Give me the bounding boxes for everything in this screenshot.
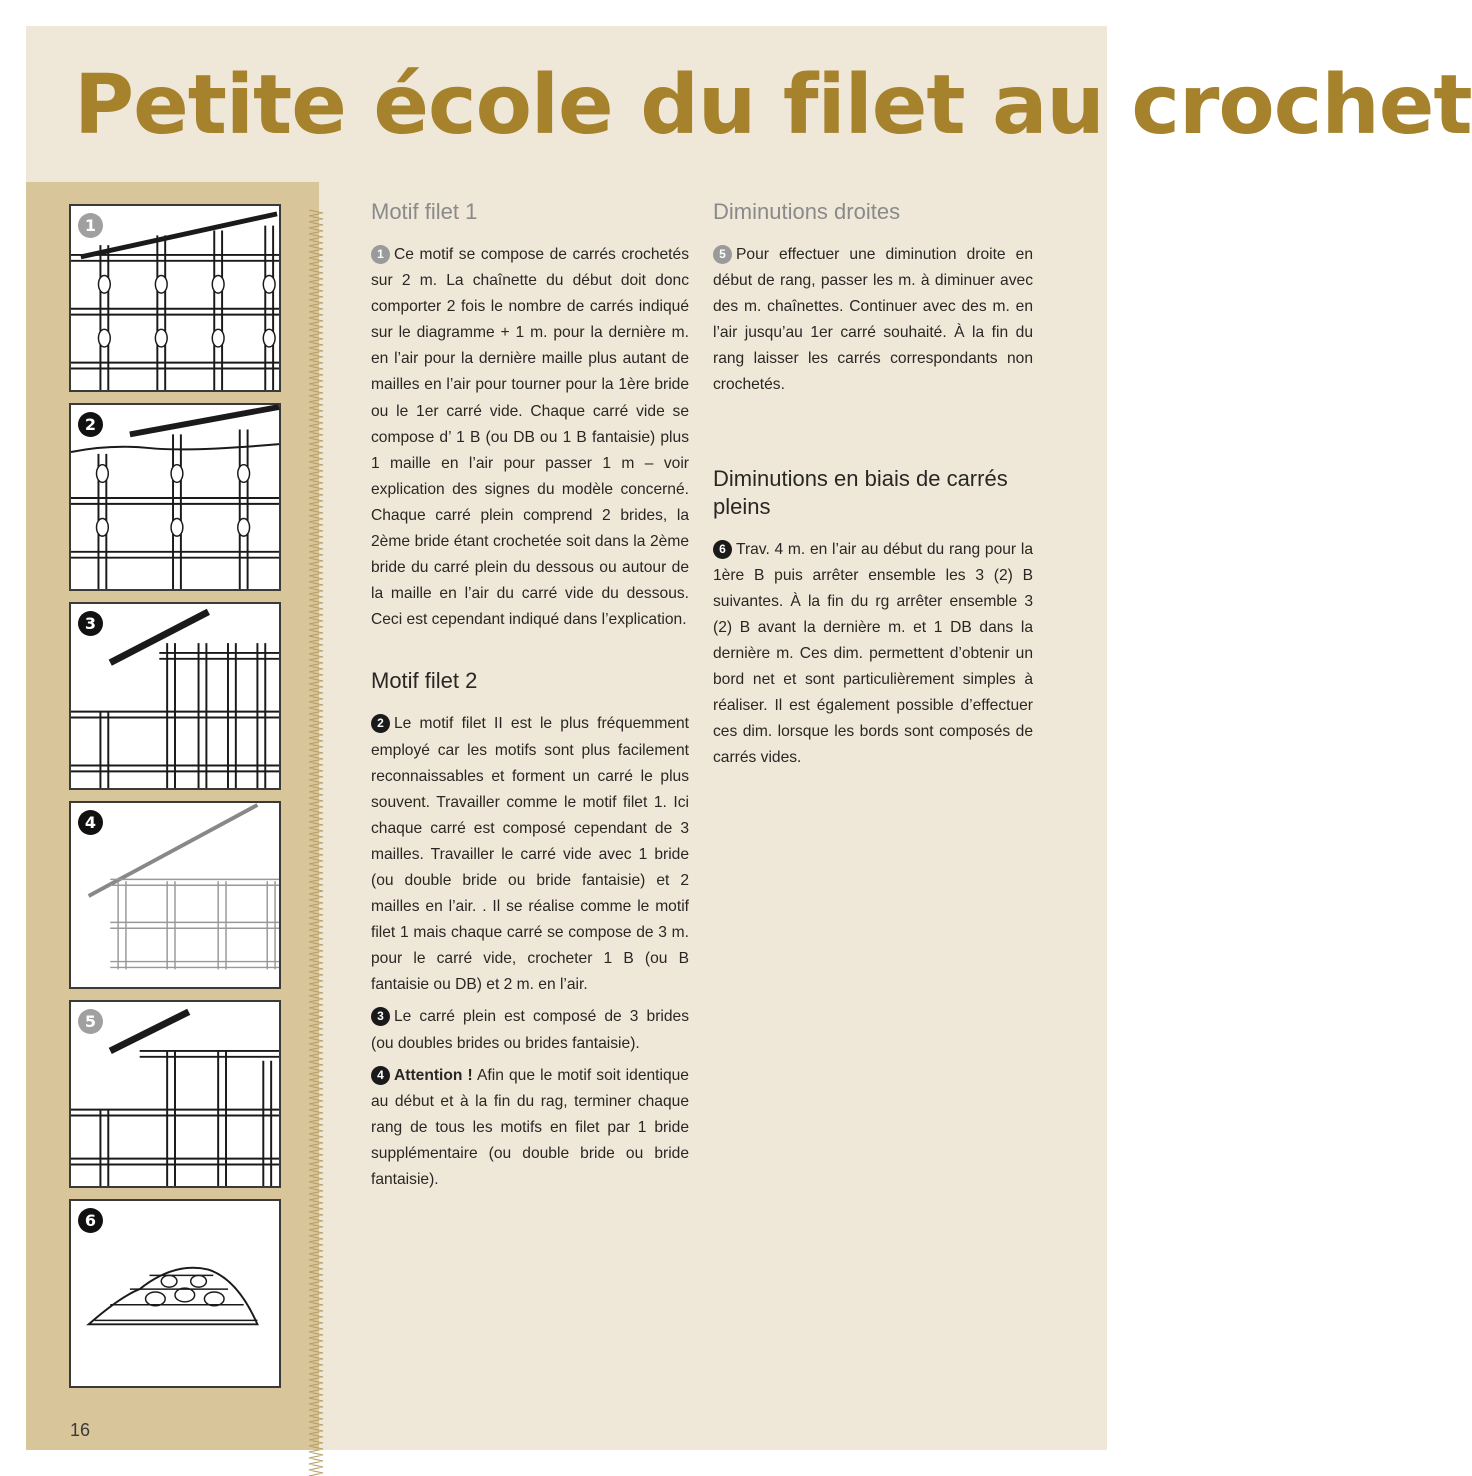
page-title: Petite école du filet au crochet xyxy=(74,58,1472,153)
figure-1 xyxy=(69,204,281,392)
paragraph-text: Le carré plein est composé de 3 brides (ou doubles brides ou brides fantaisie). xyxy=(371,1008,689,1052)
paragraph-text: Ce motif se compose de carrés crochetés sur 2 m. La chaînette du début doit donc comporter 2 fois le nombre de carrés indiqué sur le diagramme + 1 m. pour la dernière m. en l’air pour la dernière maille plus autant de mailles en l’air pour tourner pour la 1ère bride ou le 1er carré vide. Chaque carré vide se compose d’ 1 B (ou DB ou 1 B fantaisie) plus 1 maille en l’air pour passer 1 m – voir explication des signes du modèle concerné. Chaque carré plein comprend 2 brides, la 2ème bride étant crochetée soit dans la 2ème bride du carré plein du dessous ou autour de la maille en l’air du carré vide du dessous. Ceci est cependant indiqué dans l’explication. xyxy=(371,246,689,629)
section-heading-motif-filet-1: Motif filet 1 xyxy=(371,199,478,224)
figure-4 xyxy=(69,801,281,989)
figure-2 xyxy=(69,403,281,591)
step-badge: 3 xyxy=(371,1007,390,1026)
column-left-text xyxy=(371,198,689,1193)
paragraph-text: Trav. 4 m. en l’air au début du rang pour la 1ère B puis arrêter ensemble les 3 (2) B suivantes. À la fin du rg arrêter ensemble 3 (2) B avant la dernière m. et 1 DB dans la dernière m. Ces dim. permettent d’obtenir un bord net et sont particulièrement simples à réaliser. Il est également possible d’effectuer ces dim. lorsque les bords sont composés de carrés vides. xyxy=(713,540,1033,767)
figure-5 xyxy=(69,1000,281,1188)
column-right-text xyxy=(713,198,1033,771)
attention-label: Attention ! xyxy=(394,1066,473,1084)
crochet-diagram-edge-stitch-icon xyxy=(71,803,279,987)
section-heading-diminutions-biais: Diminutions en biais de carrés pleins xyxy=(713,465,1008,519)
step-badge: 6 xyxy=(713,540,732,559)
crochet-diagram-decrease-straight-icon xyxy=(71,1002,279,1186)
step-badge: 2 xyxy=(371,714,390,733)
paragraph-attention xyxy=(371,1063,689,1193)
section-heading-diminutions-droites: Diminutions droites xyxy=(713,199,901,224)
paragraph-motif-filet-1 xyxy=(371,242,689,633)
step-badge: 1 xyxy=(371,245,390,264)
paragraph-diminutions-droites xyxy=(713,242,1033,399)
figure-badge: 5 xyxy=(78,1009,103,1034)
figure-badge: 3 xyxy=(78,611,103,636)
crochet-diagram-chain-mesh-icon xyxy=(71,405,279,589)
crochet-diagram-open-mesh-icon xyxy=(71,206,279,390)
paragraph-text: Le motif filet II est le plus fréquemment employé car les motifs sont plus facilement reconnaissables et forment un carré le plus souvent. Travailler comme le motif filet 1. Ici chaque carré est composé cependant de 3 mailles. Travailler le carré vide avec 1 bride (ou double bride ou bride fantaisie) et 2 mailles en l’air. . Il se réalise comme le motif filet 1 mais chaque carré se compose de 3 m. pour le carré vide, crocheter 1 B (ou B fantaisie ou DB) et 2 m. en l’air. xyxy=(371,715,689,994)
paragraph-text: Pour effectuer une diminution droite en début de rang, passer les m. à diminuer avec des m. chaînettes. Continuer avec des m. en l’air jusqu’au 1er carré souhaité. À la fin du rang laisser les carrés correspondants non crochetés. xyxy=(713,246,1033,394)
paragraph-motif-filet-2 xyxy=(371,711,689,998)
paragraph-carre-plein xyxy=(371,1004,689,1056)
spiral-binding-edge xyxy=(305,210,327,1476)
figure-badge: 2 xyxy=(78,412,103,437)
step-badge: 4 xyxy=(371,1066,390,1085)
paragraph-diminutions-biais xyxy=(713,537,1033,772)
page-number: 16 xyxy=(70,1420,91,1440)
figure-badge: 4 xyxy=(78,810,103,835)
figure-badge: 1 xyxy=(78,213,103,238)
figure-6 xyxy=(69,1199,281,1388)
section-heading-motif-filet-2: Motif filet 2 xyxy=(371,668,478,694)
step-badge: 5 xyxy=(713,245,732,264)
paragraph-text: Afin que le motif soit identique au début et à la fin du rag, terminer chaque rang de tous les motifs en filet par 1 bride supplémentaire (ou double bride ou bride fantaisie). xyxy=(371,1066,689,1188)
figure-badge: 6 xyxy=(78,1208,103,1233)
crochet-diagram-filled-block-icon xyxy=(71,604,279,788)
figure-3 xyxy=(69,602,281,790)
crochet-diagram-decrease-bias-icon xyxy=(71,1201,279,1386)
